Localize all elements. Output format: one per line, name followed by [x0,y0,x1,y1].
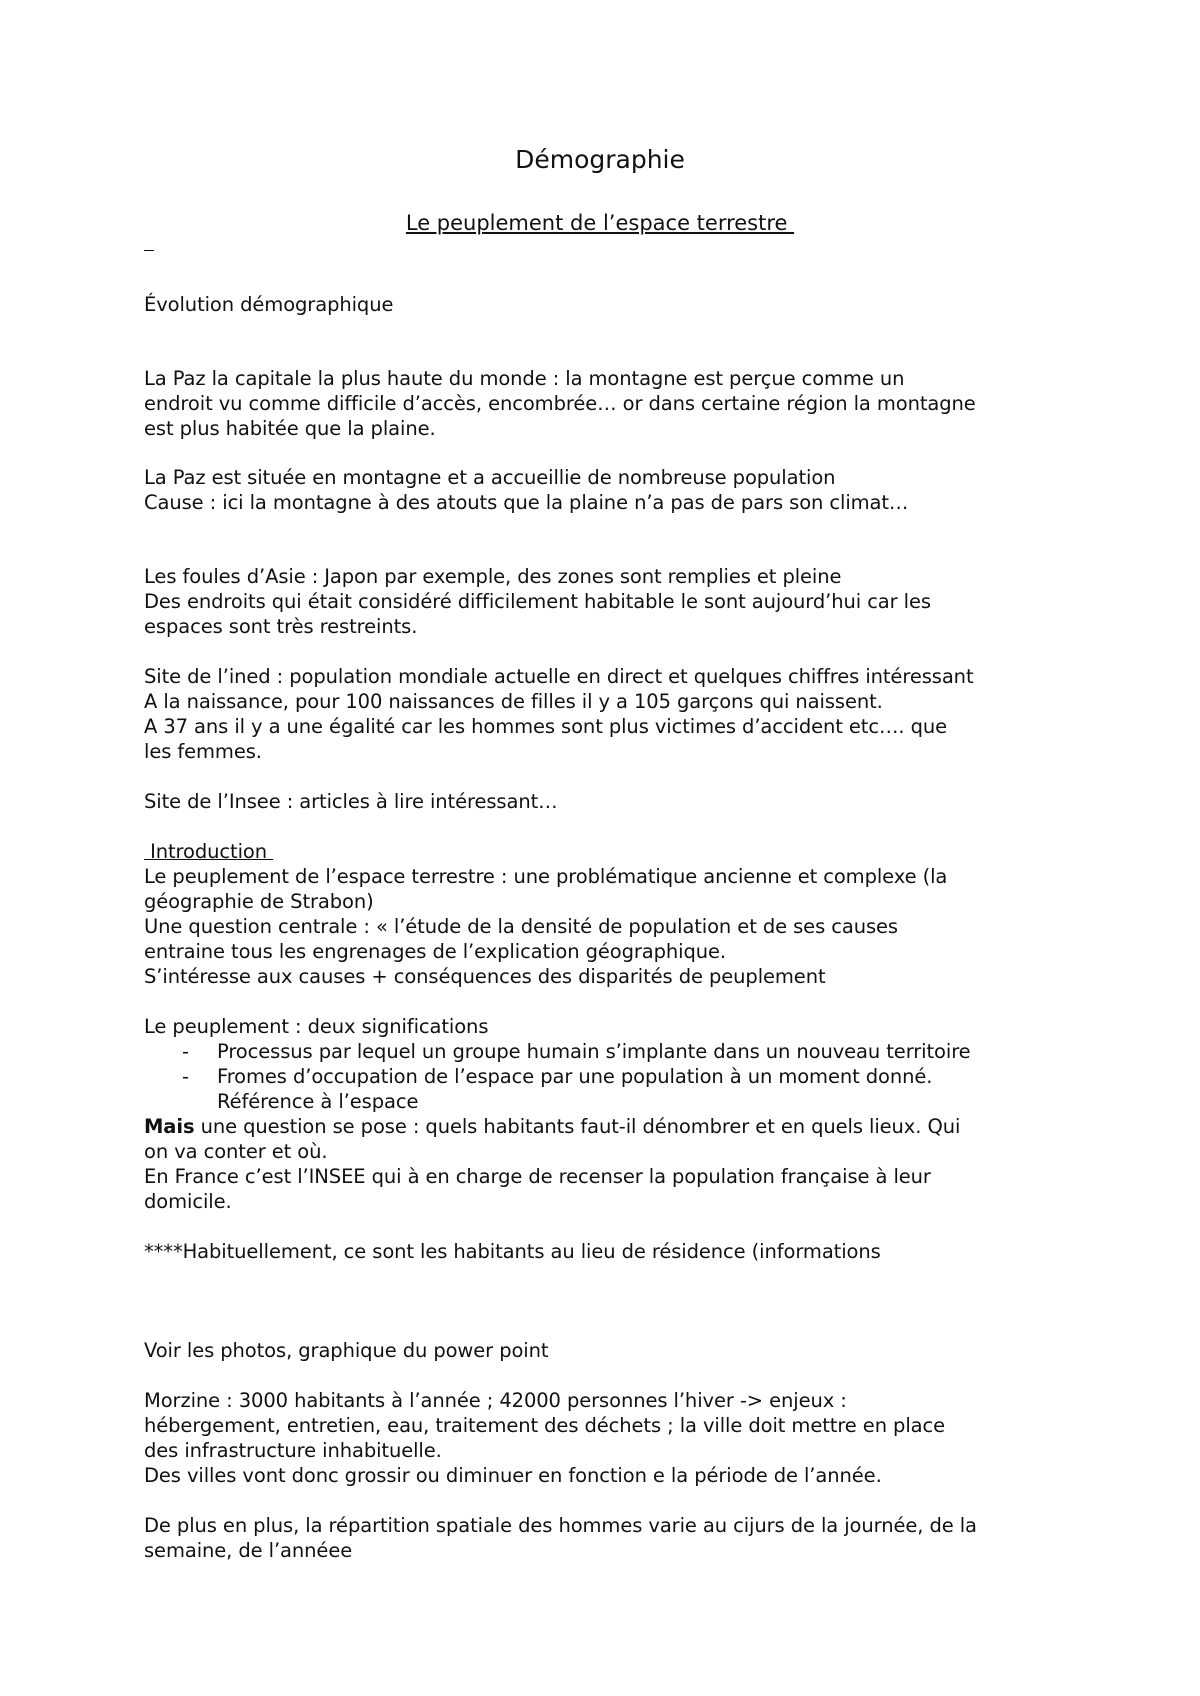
text-line: Cause : ici la montagne à des atouts que la plaine n’a pas de pars son climat… [144,491,909,514]
page-subtitle [0,209,1200,237]
bold-word: Mais [144,1115,195,1138]
text-line: Des endroits qui était considéré difficilement habitable le sont aujourd’hui car les [144,590,931,613]
list-item-text: Référence à l’espace [217,1090,419,1113]
page-title: Démographie [515,145,685,174]
text-line: entraine tous les engrenages de l’explication géographique. [144,940,727,963]
text-line: Une question centrale : « l’étude de la densité de population et de ses causes [144,915,898,938]
text-line: Des villes vont donc grossir ou diminuer en fonction e la période de l’année. [144,1464,882,1487]
text-line: Le peuplement de l’espace terrestre : une problématique ancienne et complexe (la [144,865,948,888]
text-line: Voir les photos, graphique du power point [144,1339,549,1362]
text-line: ****Habituellement, ce sont les habitants au lieu de résidence (informations [144,1240,881,1263]
text-line: A 37 ans il y a une égalité car les hommes sont plus victimes d’accident etc…. que [144,715,948,738]
text-line: domicile. [144,1190,232,1213]
text-line: géographie de Strabon) [144,890,374,913]
bullet-dash: - [182,1040,189,1063]
text-line: endroit vu comme difficile d’accès, encombrée… or dans certaine région la montagne [144,392,976,415]
text-line: En France c’est l’INSEE qui à en charge de recenser la population française à leur [144,1165,931,1188]
page-subtitle-text: Le peuplement de l’espace terrestre [405,211,795,235]
text-line: Site de l’ined : population mondiale actuelle en direct et quelques chiffres intéressant [144,665,974,688]
text-line: hébergement, entretien, eau, traitement des déchets ; la ville doit mettre en place [144,1414,946,1437]
list-item-text: Processus par lequel un groupe humain s’implante dans un nouveau territoire [217,1040,971,1063]
text-line: S’intéresse aux causes + conséquences des disparités de peuplement [144,965,826,988]
section-heading-introduction: Introduction [144,840,274,863]
text-line: A la naissance, pour 100 naissances de filles il y a 105 garçons qui naissent. [144,690,883,713]
text-line [144,1114,960,1139]
text-line: De plus en plus, la répartition spatiale des hommes varie au cijurs de la journée, de la [144,1514,977,1537]
text-line: espaces sont très restreints. [144,615,418,638]
text-line: on va conter et où. [144,1140,328,1163]
text-line: semaine, de l’annéee [144,1539,353,1562]
text-line: La Paz est située en montagne et a accueillie de nombreuse population [144,466,836,489]
text-line: Évolution démographique [144,293,394,316]
dash-mark [144,250,154,251]
text-line: La Paz la capitale la plus haute du monde : la montagne est perçue comme un [144,367,905,390]
list-item-text: Fromes d’occupation de l’espace par une population à un moment donné. [217,1065,933,1088]
text-line: Le peuplement : deux significations [144,1015,489,1038]
text-line: Les foules d’Asie : Japon par exemple, des zones sont remplies et pleine [144,565,842,588]
text-line: les femmes. [144,740,262,763]
text-line: des infrastructure inhabituelle. [144,1439,442,1462]
text-line: est plus habitée que la plaine. [144,417,436,440]
bullet-dash: - [182,1065,189,1088]
text-line: Morzine : 3000 habitants à l’année ; 42000 personnes l’hiver -> enjeux : [144,1389,847,1412]
text-span: une question se pose : quels habitants faut-il dénombrer et en quels lieux. Qui [194,1115,961,1138]
text-line: Site de l’Insee : articles à lire intéressant… [144,790,558,813]
